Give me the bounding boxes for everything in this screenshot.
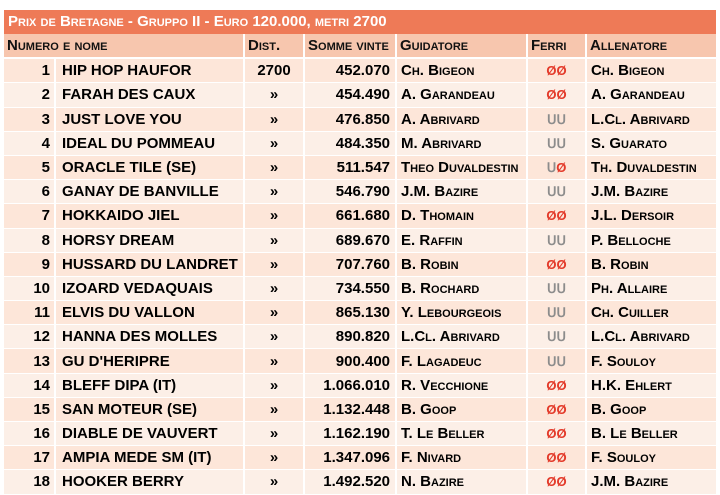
table-row bbox=[4, 253, 716, 277]
shoes bbox=[528, 180, 587, 204]
driver-name: T. Le Beller bbox=[397, 422, 528, 446]
horse-name: SAN MOTEUR (SE) bbox=[56, 398, 245, 422]
driver-name: M. Abrivard bbox=[397, 132, 528, 156]
driver-name: R. Vecchione bbox=[397, 374, 528, 398]
horse-name: IZOARD VEDAQUAIS bbox=[56, 277, 245, 301]
table-row bbox=[4, 446, 716, 470]
shoes bbox=[528, 108, 587, 132]
table-row bbox=[4, 83, 716, 107]
shod-icon: ՍՍ bbox=[547, 305, 567, 321]
header-trainer: Allenatore bbox=[587, 34, 716, 59]
horse-name: HANNA DES MOLLES bbox=[56, 325, 245, 349]
winnings: 689.670 bbox=[305, 229, 397, 253]
driver-name: D. Thomain bbox=[397, 204, 528, 228]
trainer-name: B. Goop bbox=[587, 398, 716, 422]
header-driver: Guidatore bbox=[397, 34, 528, 59]
table-row bbox=[4, 204, 716, 228]
distance: » bbox=[245, 204, 305, 228]
shoes bbox=[528, 374, 587, 398]
horse-name: HORSY DREAM bbox=[56, 229, 245, 253]
runners-table bbox=[4, 34, 716, 495]
shod-icon: ՍՍ bbox=[547, 329, 567, 345]
trainer-name: L.Cl. Abrivard bbox=[587, 108, 716, 132]
shoes bbox=[528, 204, 587, 228]
unshod-icon: ØØ bbox=[546, 256, 567, 272]
distance: » bbox=[245, 470, 305, 494]
shoes bbox=[528, 59, 587, 83]
header-dist: Dist. bbox=[245, 34, 305, 59]
horse-name: HUSSARD DU LANDRET bbox=[56, 253, 245, 277]
distance: » bbox=[245, 132, 305, 156]
horse-name: GU D'HERIPRE bbox=[56, 349, 245, 373]
runner-number: 8 bbox=[4, 229, 56, 253]
runner-number: 1 bbox=[4, 59, 56, 83]
shod-icon: ՍՍ bbox=[547, 280, 567, 296]
shoes bbox=[528, 83, 587, 107]
table-row bbox=[4, 470, 716, 494]
runner-number: 9 bbox=[4, 253, 56, 277]
trainer-name: J.L. Dersoir bbox=[587, 204, 716, 228]
shoes bbox=[528, 253, 587, 277]
horse-name: AMPIA MEDE SM (IT) bbox=[56, 446, 245, 470]
header-shoes: Ferri bbox=[528, 34, 587, 59]
runner-number: 6 bbox=[4, 180, 56, 204]
runner-number: 4 bbox=[4, 132, 56, 156]
unshod-icon: ØØ bbox=[546, 426, 567, 442]
trainer-name: F. Souloy bbox=[587, 349, 716, 373]
driver-name: N. Bazire bbox=[397, 470, 528, 494]
shoes bbox=[528, 156, 587, 180]
horse-name: HIP HOP HAUFOR bbox=[56, 59, 245, 83]
winnings: 1.132.448 bbox=[305, 398, 397, 422]
driver-name: B. Rochard bbox=[397, 277, 528, 301]
winnings: 1.492.520 bbox=[305, 470, 397, 494]
runner-number: 3 bbox=[4, 108, 56, 132]
driver-name: J.M. Bazire bbox=[397, 180, 528, 204]
trainer-name: J.M. Bazire bbox=[587, 180, 716, 204]
distance: » bbox=[245, 422, 305, 446]
table-row bbox=[4, 132, 716, 156]
winnings: 484.350 bbox=[305, 132, 397, 156]
table-row bbox=[4, 301, 716, 325]
horse-name: IDEAL DU POMMEAU bbox=[56, 132, 245, 156]
runner-number: 14 bbox=[4, 374, 56, 398]
runner-number: 16 bbox=[4, 422, 56, 446]
driver-name: E. Raffin bbox=[397, 229, 528, 253]
trainer-name: L.Cl. Abrivard bbox=[587, 325, 716, 349]
table-row bbox=[4, 108, 716, 132]
unshod-icon: ØØ bbox=[546, 208, 567, 224]
horse-name: GANAY DE BANVILLE bbox=[56, 180, 245, 204]
table-row bbox=[4, 229, 716, 253]
race-title: Prix de Bretagne - Gruppo II - Euro 120.000, metri 2700 bbox=[4, 10, 716, 34]
distance: » bbox=[245, 349, 305, 373]
winnings: 454.490 bbox=[305, 83, 397, 107]
header-winnings: Somme vinte bbox=[305, 34, 397, 59]
mixed-shoes-icon: ՍØ bbox=[546, 160, 567, 176]
shoes bbox=[528, 277, 587, 301]
runner-number: 5 bbox=[4, 156, 56, 180]
unshod-icon: ØØ bbox=[546, 87, 567, 103]
trainer-name: J.M. Bazire bbox=[587, 470, 716, 494]
table-row bbox=[4, 277, 716, 301]
race-card bbox=[4, 10, 716, 495]
table-row bbox=[4, 325, 716, 349]
driver-name: A. Garandeau bbox=[397, 83, 528, 107]
distance: » bbox=[245, 229, 305, 253]
winnings: 890.820 bbox=[305, 325, 397, 349]
shoes bbox=[528, 132, 587, 156]
winnings: 707.760 bbox=[305, 253, 397, 277]
winnings: 452.070 bbox=[305, 59, 397, 83]
trainer-name: Ch. Bigeon bbox=[587, 59, 716, 83]
unshod-icon: ØØ bbox=[546, 450, 567, 466]
distance: » bbox=[245, 83, 305, 107]
shod-icon: ՍՍ bbox=[547, 232, 567, 248]
winnings: 1.066.010 bbox=[305, 374, 397, 398]
distance: » bbox=[245, 398, 305, 422]
table-row bbox=[4, 349, 716, 373]
winnings: 734.550 bbox=[305, 277, 397, 301]
horse-name: ORACLE TILE (SE) bbox=[56, 156, 245, 180]
runner-number: 7 bbox=[4, 204, 56, 228]
trainer-name: A. Garandeau bbox=[587, 83, 716, 107]
trainer-name: P. Belloche bbox=[587, 229, 716, 253]
shoes bbox=[528, 229, 587, 253]
driver-name: Ch. Bigeon bbox=[397, 59, 528, 83]
runner-number: 17 bbox=[4, 446, 56, 470]
table-header bbox=[4, 34, 716, 59]
horse-name: HOOKER BERRY bbox=[56, 470, 245, 494]
table-row bbox=[4, 180, 716, 204]
trainer-name: S. Guarato bbox=[587, 132, 716, 156]
distance: » bbox=[245, 325, 305, 349]
winnings: 546.790 bbox=[305, 180, 397, 204]
driver-name: B. Robin bbox=[397, 253, 528, 277]
winnings: 511.547 bbox=[305, 156, 397, 180]
winnings: 1.162.190 bbox=[305, 422, 397, 446]
trainer-name: H.K. Ehlert bbox=[587, 374, 716, 398]
driver-name: A. Abrivard bbox=[397, 108, 528, 132]
driver-name: B. Goop bbox=[397, 398, 528, 422]
distance: » bbox=[245, 301, 305, 325]
driver-name: Theo Duvaldestin bbox=[397, 156, 528, 180]
horse-name: DIABLE DE VAUVERT bbox=[56, 422, 245, 446]
distance: » bbox=[245, 180, 305, 204]
unshod-icon: ØØ bbox=[546, 377, 567, 393]
trainer-name: Th. Duvaldestin bbox=[587, 156, 716, 180]
trainer-name: Ch. Cuiller bbox=[587, 301, 716, 325]
trainer-name: B. Robin bbox=[587, 253, 716, 277]
shoes bbox=[528, 349, 587, 373]
trainer-name: B. Le Beller bbox=[587, 422, 716, 446]
winnings: 1.347.096 bbox=[305, 446, 397, 470]
runner-number: 2 bbox=[4, 83, 56, 107]
horse-name: BLEFF DIPA (IT) bbox=[56, 374, 245, 398]
driver-name: F. Lagadeuc bbox=[397, 349, 528, 373]
runner-number: 18 bbox=[4, 470, 56, 494]
distance: » bbox=[245, 277, 305, 301]
winnings: 865.130 bbox=[305, 301, 397, 325]
distance: » bbox=[245, 446, 305, 470]
shod-icon: ՍՍ bbox=[547, 184, 567, 200]
shod-icon: ՍՍ bbox=[547, 353, 567, 369]
table-row bbox=[4, 59, 716, 83]
distance: » bbox=[245, 108, 305, 132]
distance: » bbox=[245, 374, 305, 398]
trainer-name: F. Souloy bbox=[587, 446, 716, 470]
driver-name: F. Nivard bbox=[397, 446, 528, 470]
header-number-name: Numero e nome bbox=[4, 34, 245, 59]
runner-number: 10 bbox=[4, 277, 56, 301]
runner-number: 15 bbox=[4, 398, 56, 422]
runner-number: 11 bbox=[4, 301, 56, 325]
unshod-icon: ØØ bbox=[546, 401, 567, 417]
distance: » bbox=[245, 253, 305, 277]
horse-name: ELVIS DU VALLON bbox=[56, 301, 245, 325]
shoes bbox=[528, 422, 587, 446]
unshod-icon: ØØ bbox=[546, 474, 567, 490]
table-row bbox=[4, 398, 716, 422]
shoes bbox=[528, 470, 587, 494]
shoes bbox=[528, 325, 587, 349]
table-row bbox=[4, 156, 716, 180]
driver-name: L.Cl. Abrivard bbox=[397, 325, 528, 349]
winnings: 661.680 bbox=[305, 204, 397, 228]
trainer-name: Ph. Allaire bbox=[587, 277, 716, 301]
unshod-icon: ØØ bbox=[546, 63, 567, 79]
runner-number: 13 bbox=[4, 349, 56, 373]
table-row bbox=[4, 374, 716, 398]
horse-name: FARAH DES CAUX bbox=[56, 83, 245, 107]
shoes bbox=[528, 301, 587, 325]
distance: 2700 bbox=[245, 59, 305, 83]
shoes bbox=[528, 398, 587, 422]
horse-name: HOKKAIDO JIEL bbox=[56, 204, 245, 228]
shod-icon: ՍՍ bbox=[547, 111, 567, 127]
runner-number: 12 bbox=[4, 325, 56, 349]
distance: » bbox=[245, 156, 305, 180]
driver-name: Y. Lebourgeois bbox=[397, 301, 528, 325]
shoes bbox=[528, 446, 587, 470]
winnings: 900.400 bbox=[305, 349, 397, 373]
winnings: 476.850 bbox=[305, 108, 397, 132]
horse-name: JUST LOVE YOU bbox=[56, 108, 245, 132]
shod-icon: ՍՍ bbox=[547, 135, 567, 151]
table-row bbox=[4, 422, 716, 446]
